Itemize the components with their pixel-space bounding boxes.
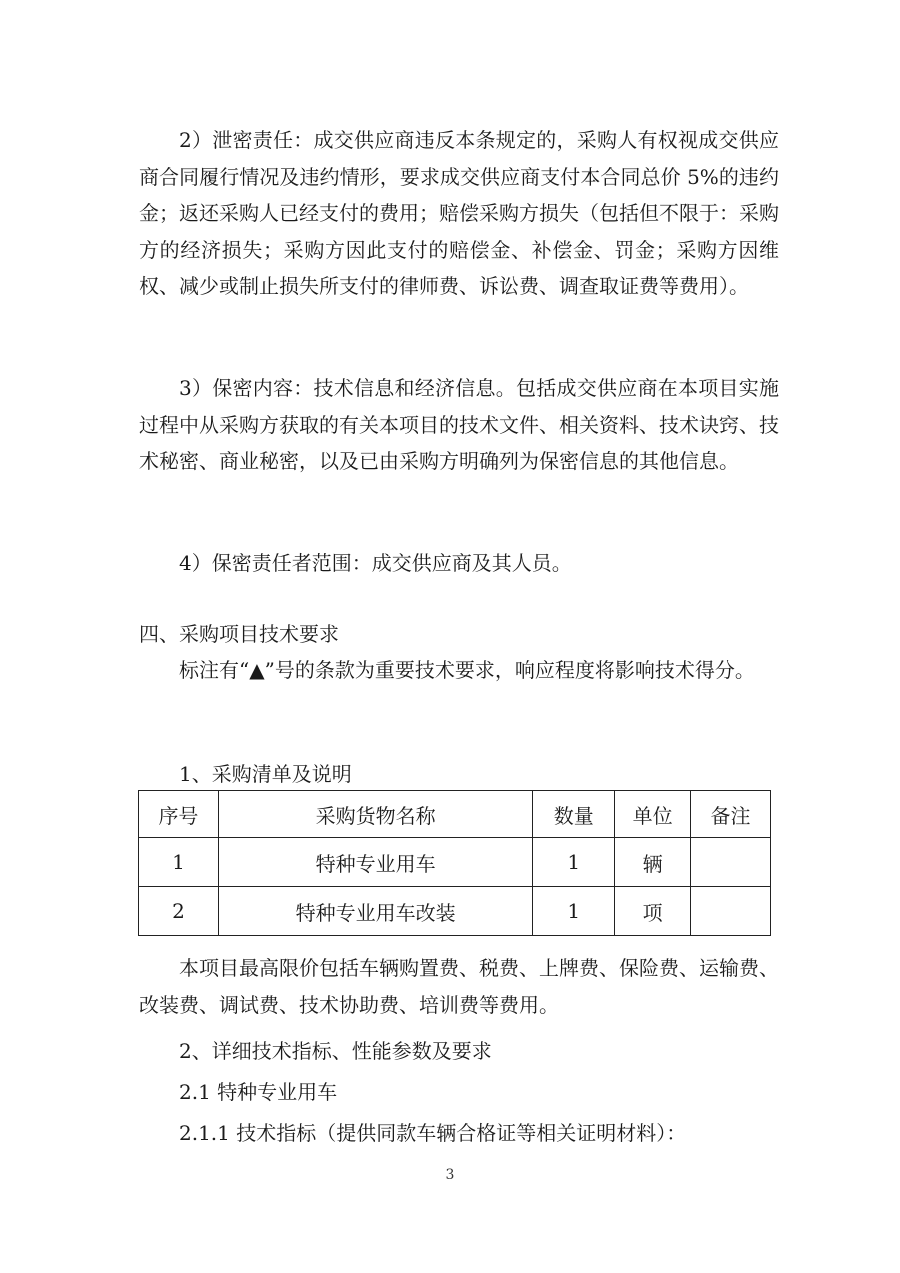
table-row [139,887,771,936]
cell-quantity: 1 [533,887,615,936]
header-goods-name: 采购货物名称 [218,791,532,838]
cell-unit: 辆 [615,838,691,887]
page-number: 3 [445,1167,455,1183]
technical-indicators-title: 2.1.1 技术指标（提供同款车辆合格证等相关证明材料）： [179,1121,687,1145]
procurement-table [138,790,771,936]
header-quantity: 数量 [533,791,615,838]
procurement-list-title: 1、采购清单及说明 [179,762,352,786]
paragraph-confidential-content: 3）保密内容：技术信息和经济信息。包括成交供应商在本项目实施过程中从采购方获取的有关本项目的技术文件、相关资料、技术诀窍、技术秘密、商业秘密，以及已由采购方明确列为保密信息的其他信息。 [139,376,779,473]
table-row [139,838,771,887]
header-unit: 单位 [615,791,691,838]
paragraph-responsible-scope: 4）保密责任者范围：成交供应商及其人员。 [179,551,572,575]
detail-requirements-title: 2、详细技术指标、性能参数及要求 [179,1039,492,1063]
header-remarks: 备注 [691,791,771,838]
cell-index: 2 [139,887,219,936]
paragraph-price-note: 本项目最高限价包括车辆购置费、税费、上牌费、保险费、运输费、改装费、调试费、技术协助费、培训费等费用。 [139,956,779,1017]
cell-remarks [691,887,771,936]
cell-unit: 项 [615,887,691,936]
paragraph-leak-liability: 2）泄密责任：成交供应商违反本条规定的，采购人有权视成交供应商合同履行情况及违约情形，要求成交供应商支付本合同总价 5%的违约金；返还采购人已经支付的费用；赔偿采购方损失（包括但不限于：采购方的经济损失；采购方因此支付的赔偿金、补偿金、罚金；采购方因维权、减少或制止损失所支付的律师费、诉讼费、调查取证费等费用）。 [139,128,779,298]
table-header-row [139,791,771,838]
cell-goods-name: 特种专业用车 [218,838,532,887]
special-vehicle-title: 2.1 特种专业用车 [179,1080,338,1104]
cell-goods-name: 特种专业用车改装 [218,887,532,936]
cell-index: 1 [139,838,219,887]
paragraph-triangle-note: 标注有“▲”号的条款为重要技术要求，响应程度将影响技术得分。 [179,658,755,682]
header-index: 序号 [139,791,219,838]
section-heading-technical-requirements: 四、采购项目技术要求 [139,622,339,646]
cell-quantity: 1 [533,838,615,887]
cell-remarks [691,838,771,887]
